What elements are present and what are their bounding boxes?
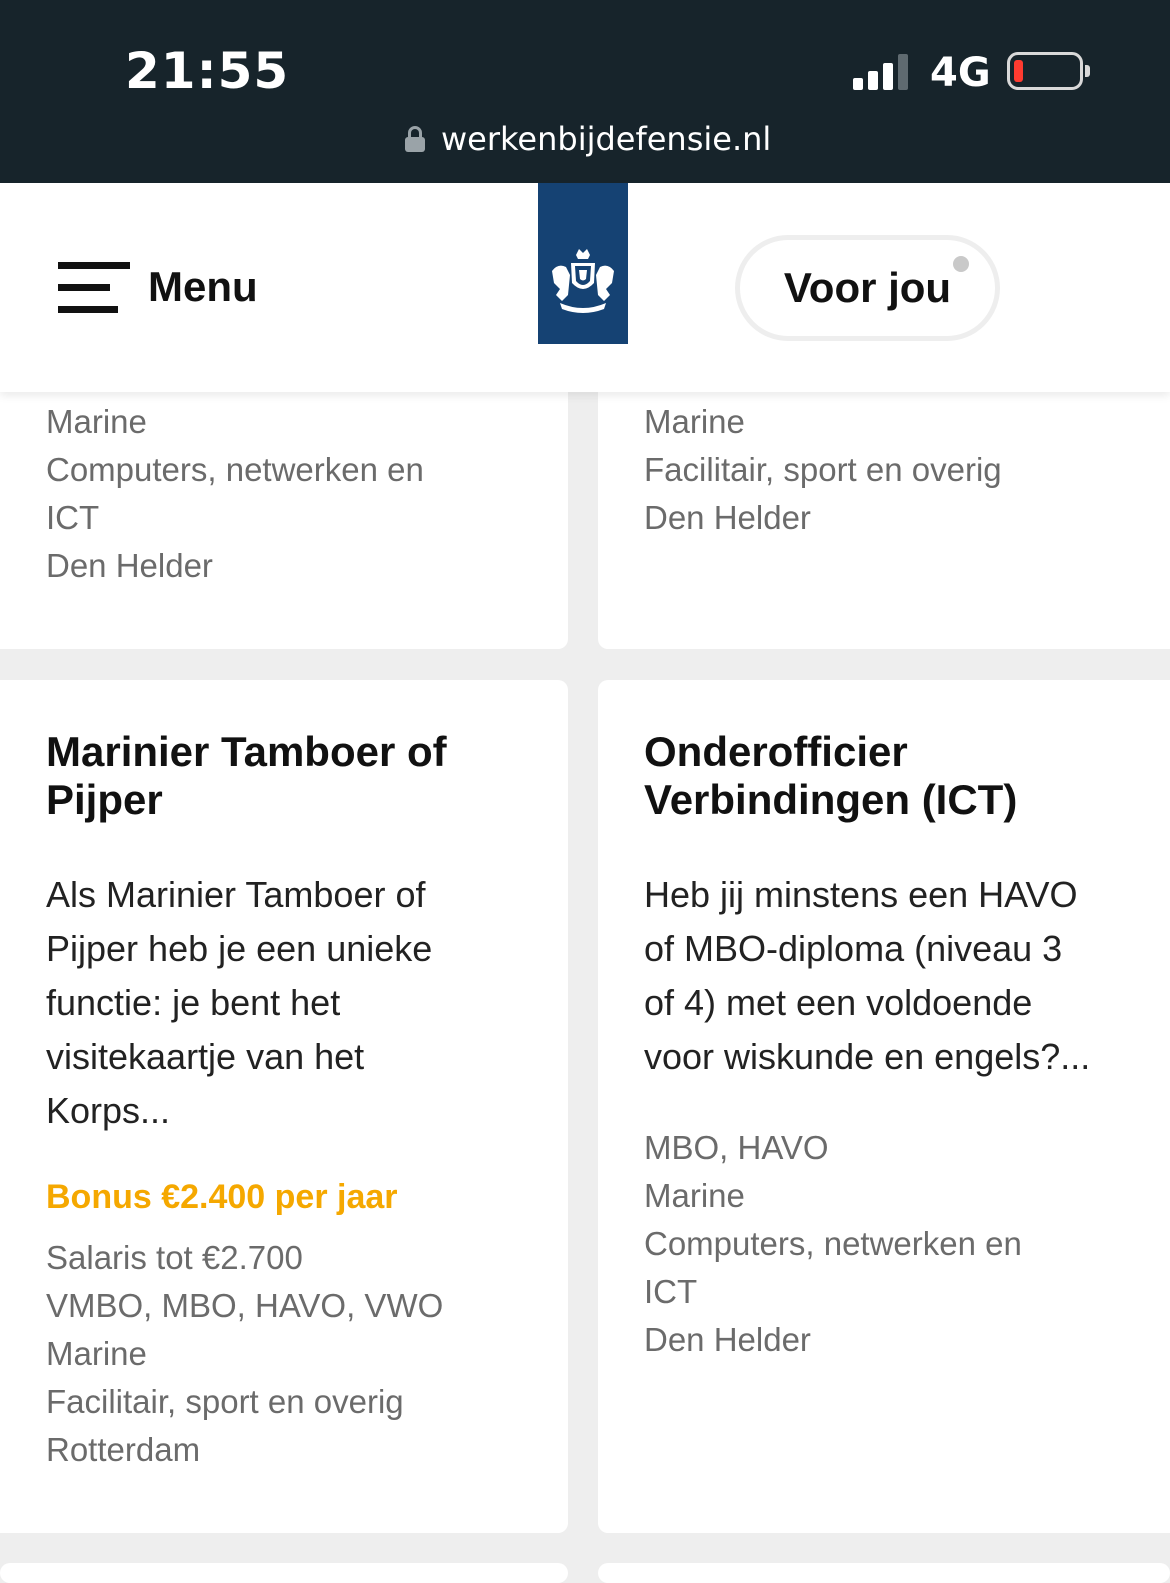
desc-line: functie: je bent het	[46, 982, 341, 1023]
meta-line: Den Helder	[644, 499, 811, 536]
vacancy-card-next[interactable]	[598, 1563, 1170, 1583]
signal-icon	[853, 54, 913, 90]
meta-line: Computers, netwerken en	[644, 1225, 1022, 1262]
meta-line: Marine	[46, 403, 147, 440]
meta-line: Salaris tot €2.700	[46, 1239, 303, 1276]
meta-line: ICT	[644, 1273, 698, 1310]
site-header	[0, 183, 1170, 392]
voor-jou-label: Voor jou	[783, 264, 952, 311]
bonus-label: Bonus €2.400 per jaar	[46, 1178, 398, 1216]
title-line: Marinier Tamboer of	[46, 728, 447, 775]
vacancy-card[interactable]	[598, 360, 1170, 649]
meta-line: Marine	[644, 1177, 745, 1214]
card-meta	[46, 1234, 443, 1474]
card-meta	[644, 1124, 1022, 1364]
menu-label: Menu	[148, 263, 258, 310]
voor-jou-button[interactable]	[735, 235, 1000, 341]
url-text: werkenbijdefensie.nl	[441, 120, 772, 158]
address-bar[interactable]	[405, 118, 771, 160]
title-line: Pijper	[46, 776, 163, 823]
desc-line: of 4) met een voldoende	[644, 982, 1033, 1023]
card-title[interactable]	[644, 728, 1124, 824]
desc-line: Pijper heb je een unieke	[46, 928, 433, 969]
meta-line: Den Helder	[46, 547, 213, 584]
network-type: 4G	[930, 50, 991, 96]
battery-icon	[1007, 52, 1083, 90]
menu-button[interactable]	[58, 261, 258, 313]
desc-line: Als Marinier Tamboer of	[46, 874, 426, 915]
rijksoverheid-logo[interactable]	[538, 183, 628, 344]
meta-line: ICT	[46, 499, 100, 536]
meta-line: Facilitair, sport en overig	[46, 1383, 404, 1420]
meta-line: Computers, netwerken en	[46, 451, 424, 488]
card-meta	[46, 398, 424, 590]
meta-line: Rotterdam	[46, 1431, 201, 1468]
desc-line: of MBO-diploma (niveau 3	[644, 928, 1063, 969]
meta-line: VMBO, MBO, HAVO, VWO	[46, 1287, 444, 1324]
card-description	[644, 868, 1124, 1084]
title-line: Verbindingen (ICT)	[644, 776, 1018, 823]
meta-line: Marine	[46, 1335, 147, 1372]
vacancy-card-onderofficier[interactable]	[598, 680, 1170, 1533]
desc-line: voor wiskunde en engels?...	[644, 1036, 1091, 1077]
card-description	[46, 868, 526, 1138]
meta-line: MBO, HAVO	[644, 1129, 829, 1166]
notification-dot	[953, 256, 969, 272]
coat-of-arms-icon	[544, 249, 622, 321]
vacancy-card[interactable]	[0, 360, 568, 649]
card-meta	[644, 398, 1002, 542]
title-line: Onderofficier	[644, 728, 908, 775]
hamburger-icon	[58, 261, 130, 313]
lock-icon	[405, 126, 425, 152]
status-time: 21:55	[125, 42, 290, 100]
meta-line: Facilitair, sport en overig	[644, 451, 1002, 488]
card-title[interactable]	[46, 728, 526, 824]
meta-line: Den Helder	[644, 1321, 811, 1358]
status-bar	[0, 0, 1170, 183]
desc-line: Korps...	[46, 1090, 171, 1131]
vacancy-card-next[interactable]	[0, 1563, 568, 1583]
desc-line: visitekaartje van het	[46, 1036, 365, 1077]
desc-line: Heb jij minstens een HAVO	[644, 874, 1078, 915]
vacancy-card-marinier[interactable]	[0, 680, 568, 1533]
meta-line: Marine	[644, 403, 745, 440]
